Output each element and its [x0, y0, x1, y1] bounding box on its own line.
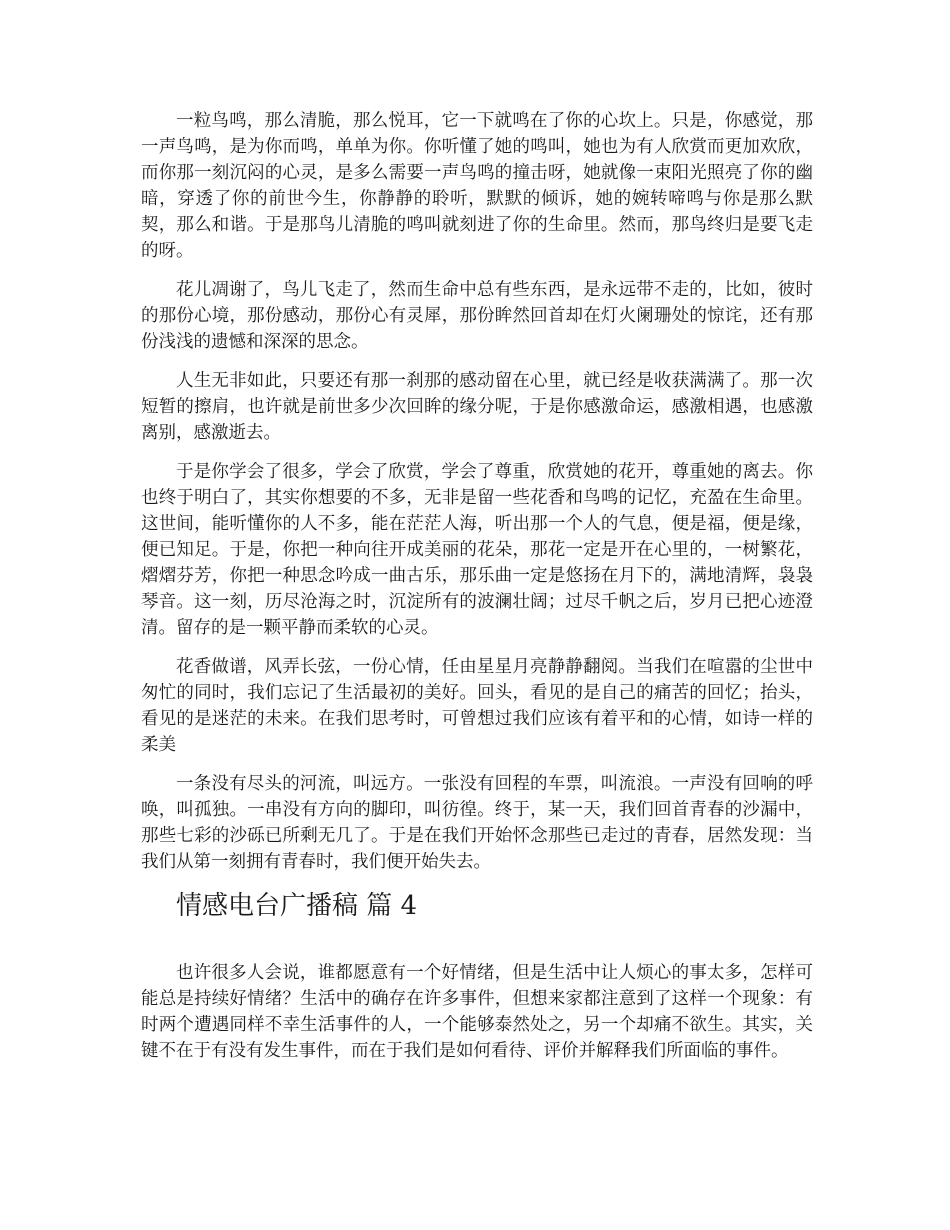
paragraph-bird-song: 一粒鸟鸣，那么清脆，那么悦耳，它一下就鸣在了你的心坎上。只是，你感觉，那一声鸟鸣，是为你而鸣，单单为你。你听懂了她的鸣叫，她也为有人欣赏而更加欢欣，而你那一刻沉闷的心灵，是多么需要一声鸟鸣的撞击呀，她就像一束阳光照亮了你的幽暗，穿透了你的前世今生，你静静的聆听，默默的倾诉，她的婉转啼鸣与你是那么默契，那么和谐。于是那鸟儿清脆的鸣叫就刻进了你的生命里。然而，那鸟终归是要飞走的呀。: [141, 111, 813, 261]
paragraph-flower-fragrance: 花香做谱，风弄长弦，一份心情，任由星星月亮静静翻阅。当我们在喧嚣的尘世中匆忙的同时，我们忘记了生活最初的美好。回头，看见的是自己的痛苦的回忆；抬头，看见的是迷茫的未来。在我们思考时，可曾想过我们应该有着平和的心情，如诗一样的柔美: [141, 657, 813, 755]
paragraph-flowers-wither: 花儿凋谢了，鸟儿飞走了，然而生命中总有些东西，是永远带不走的，比如，彼时的那份心境，那份感动，那份心有灵犀，那份眸然回首却在灯火阑珊处的惊诧，还有那份浅浅的遗憾和深深的思念。: [141, 280, 813, 352]
paragraph-endless-river: 一条没有尽头的河流，叫远方。一张没有回程的车票，叫流浪。一声没有回响的呼唤，叫孤独。一串没有方向的脚印，叫彷徨。终于，某一天，我们回首青春的沙漏中，那些七彩的沙砾已所剩无几了。于是在我们开始怀念那些已走过的青春，居然发现：当我们从第一刻拥有青春时，我们便开始失去。: [141, 774, 813, 872]
paragraph-good-mood: 也许很多人会说，谁都愿意有一个好情绪，但是生活中让人烦心的事太多，怎样可能总是持续好情绪？生活中的确存在许多事件，但想来家都注意到了这样一个现象：有时两个遭遇同样不幸生活事件的人，一个能够泰然处之，另一个却痛不欲生。其实，关键不在于有没有发生事件，而在于我们是如何看待、评价并解释我们所面临的事件。: [141, 963, 813, 1061]
paragraph-life-moment: 人生无非如此，只要还有那一刹那的感动留在心里，就已经是收获满满了。那一次短暂的擦肩，也许就是前世多少次回眸的缘分呢，于是你感激命运，感激相遇，也感激离别，感激逝去。: [141, 371, 813, 443]
paragraph-learned-much: 于是你学会了很多，学会了欣赏，学会了尊重，欣赏她的花开，尊重她的离去。你也终于明白了，其实你想要的不多，无非是留一些花香和鸟鸣的记忆，充盈在生命里。这世间，能听懂你的人不多，能在茫茫人海，听出那一个人的气息，便是福，便是缘，便已知足。于是，你把一种向往开成美丽的花朵，那花一定是开在心里的，一树繁花，熠熠芬芳，你把一种思念吟成一曲古乐，那乐曲一定是悠扬在月下的，满地清辉，袅袅琴音。这一刻，历尽沧海之时，沉淀所有的波澜壮阔；过尽千帆之后，岁月已把心迹澄清。留存的是一颗平静而柔软的心灵。: [141, 462, 813, 638]
section-heading: 情感电台广播稿 篇 4: [176, 891, 418, 921]
document-body: [141, 108, 813, 1077]
